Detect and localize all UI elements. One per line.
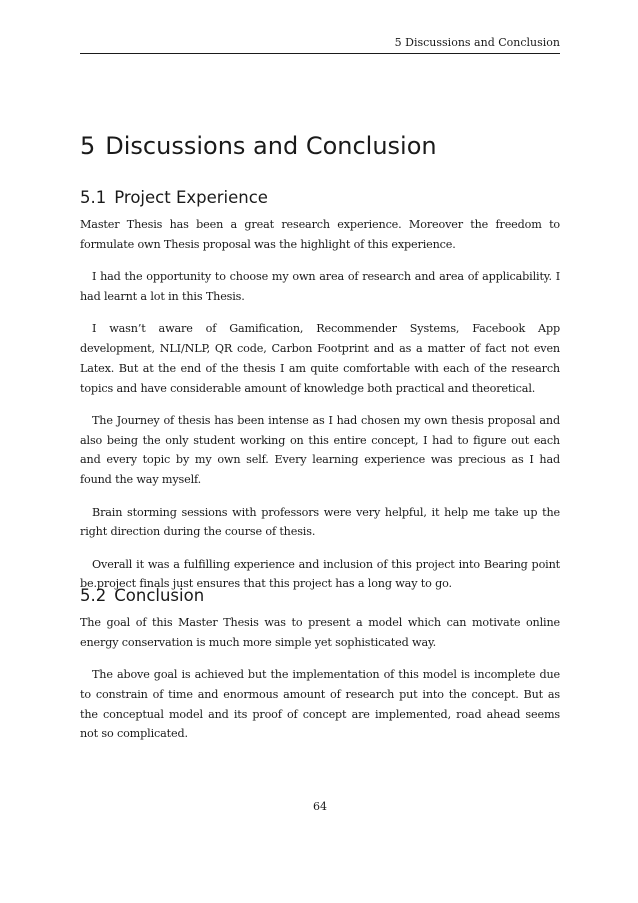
chapter-number: 5 <box>80 132 96 160</box>
section-title <box>80 187 560 209</box>
section-number: 5.2 <box>80 586 107 605</box>
paragraph: Master Thesis has been a great research experience. Moreover the freedom to formulate own Thesis proposal was the highlight of this experience. <box>80 218 560 251</box>
paragraph: Brain storming sessions with professors were very helpful, it help me take up the right direction during the course of thesis. <box>80 505 560 539</box>
document-page <box>80 0 560 903</box>
chapter-title-text: Discussions and Conclusion <box>105 132 437 160</box>
section-title <box>80 585 560 607</box>
section-title-text: Conclusion <box>114 586 205 605</box>
section-title-text: Project Experience <box>114 188 268 207</box>
section-number: 5.1 <box>80 188 107 207</box>
paragraph: I had the opportunity to choose my own area of research and area of applicability. I had learnt a lot in this Thesis. <box>80 270 560 303</box>
page-number: 64 <box>313 800 327 813</box>
header-rule <box>80 53 560 54</box>
section-project-experience <box>80 187 560 594</box>
running-header: 5 Discussions and Conclusion <box>394 36 560 49</box>
paragraph: The above goal is achieved but the implementation of this model is incomplete due to constrain of time and enormous amount of research put into the concept. But as the conceptual model and its proof of concept are implemented, road ahead seems not so complicated. <box>80 668 560 741</box>
paragraph: The Journey of thesis has been intense as I had chosen my own thesis proposal and also being the only student working on this entire concept, I had to figure out each and every topic by my own self. Every learning experience was precious as I had found the way myself. <box>80 413 560 487</box>
chapter-title <box>80 131 437 161</box>
section-conclusion <box>80 585 560 744</box>
paragraph: Overall it was a fulfilling experience and inclusion of this project into Bearing point be.project finals just ensures that this project has a long way to go. <box>80 557 560 591</box>
paragraph: I wasn’t aware of Gamification, Recommender Systems, Facebook App development, NLI/NLP, QR code, Carbon Footprint and as a matter of fact not even Latex. But at the end of the thesis I am quite comfortable with each of the research topics and have considerable amount of knowledge both practical and theoretical. <box>80 322 560 395</box>
paragraph: The goal of this Master Thesis was to present a model which can motivate online energy conservation is much more simple yet sophisticated way. <box>80 616 560 649</box>
